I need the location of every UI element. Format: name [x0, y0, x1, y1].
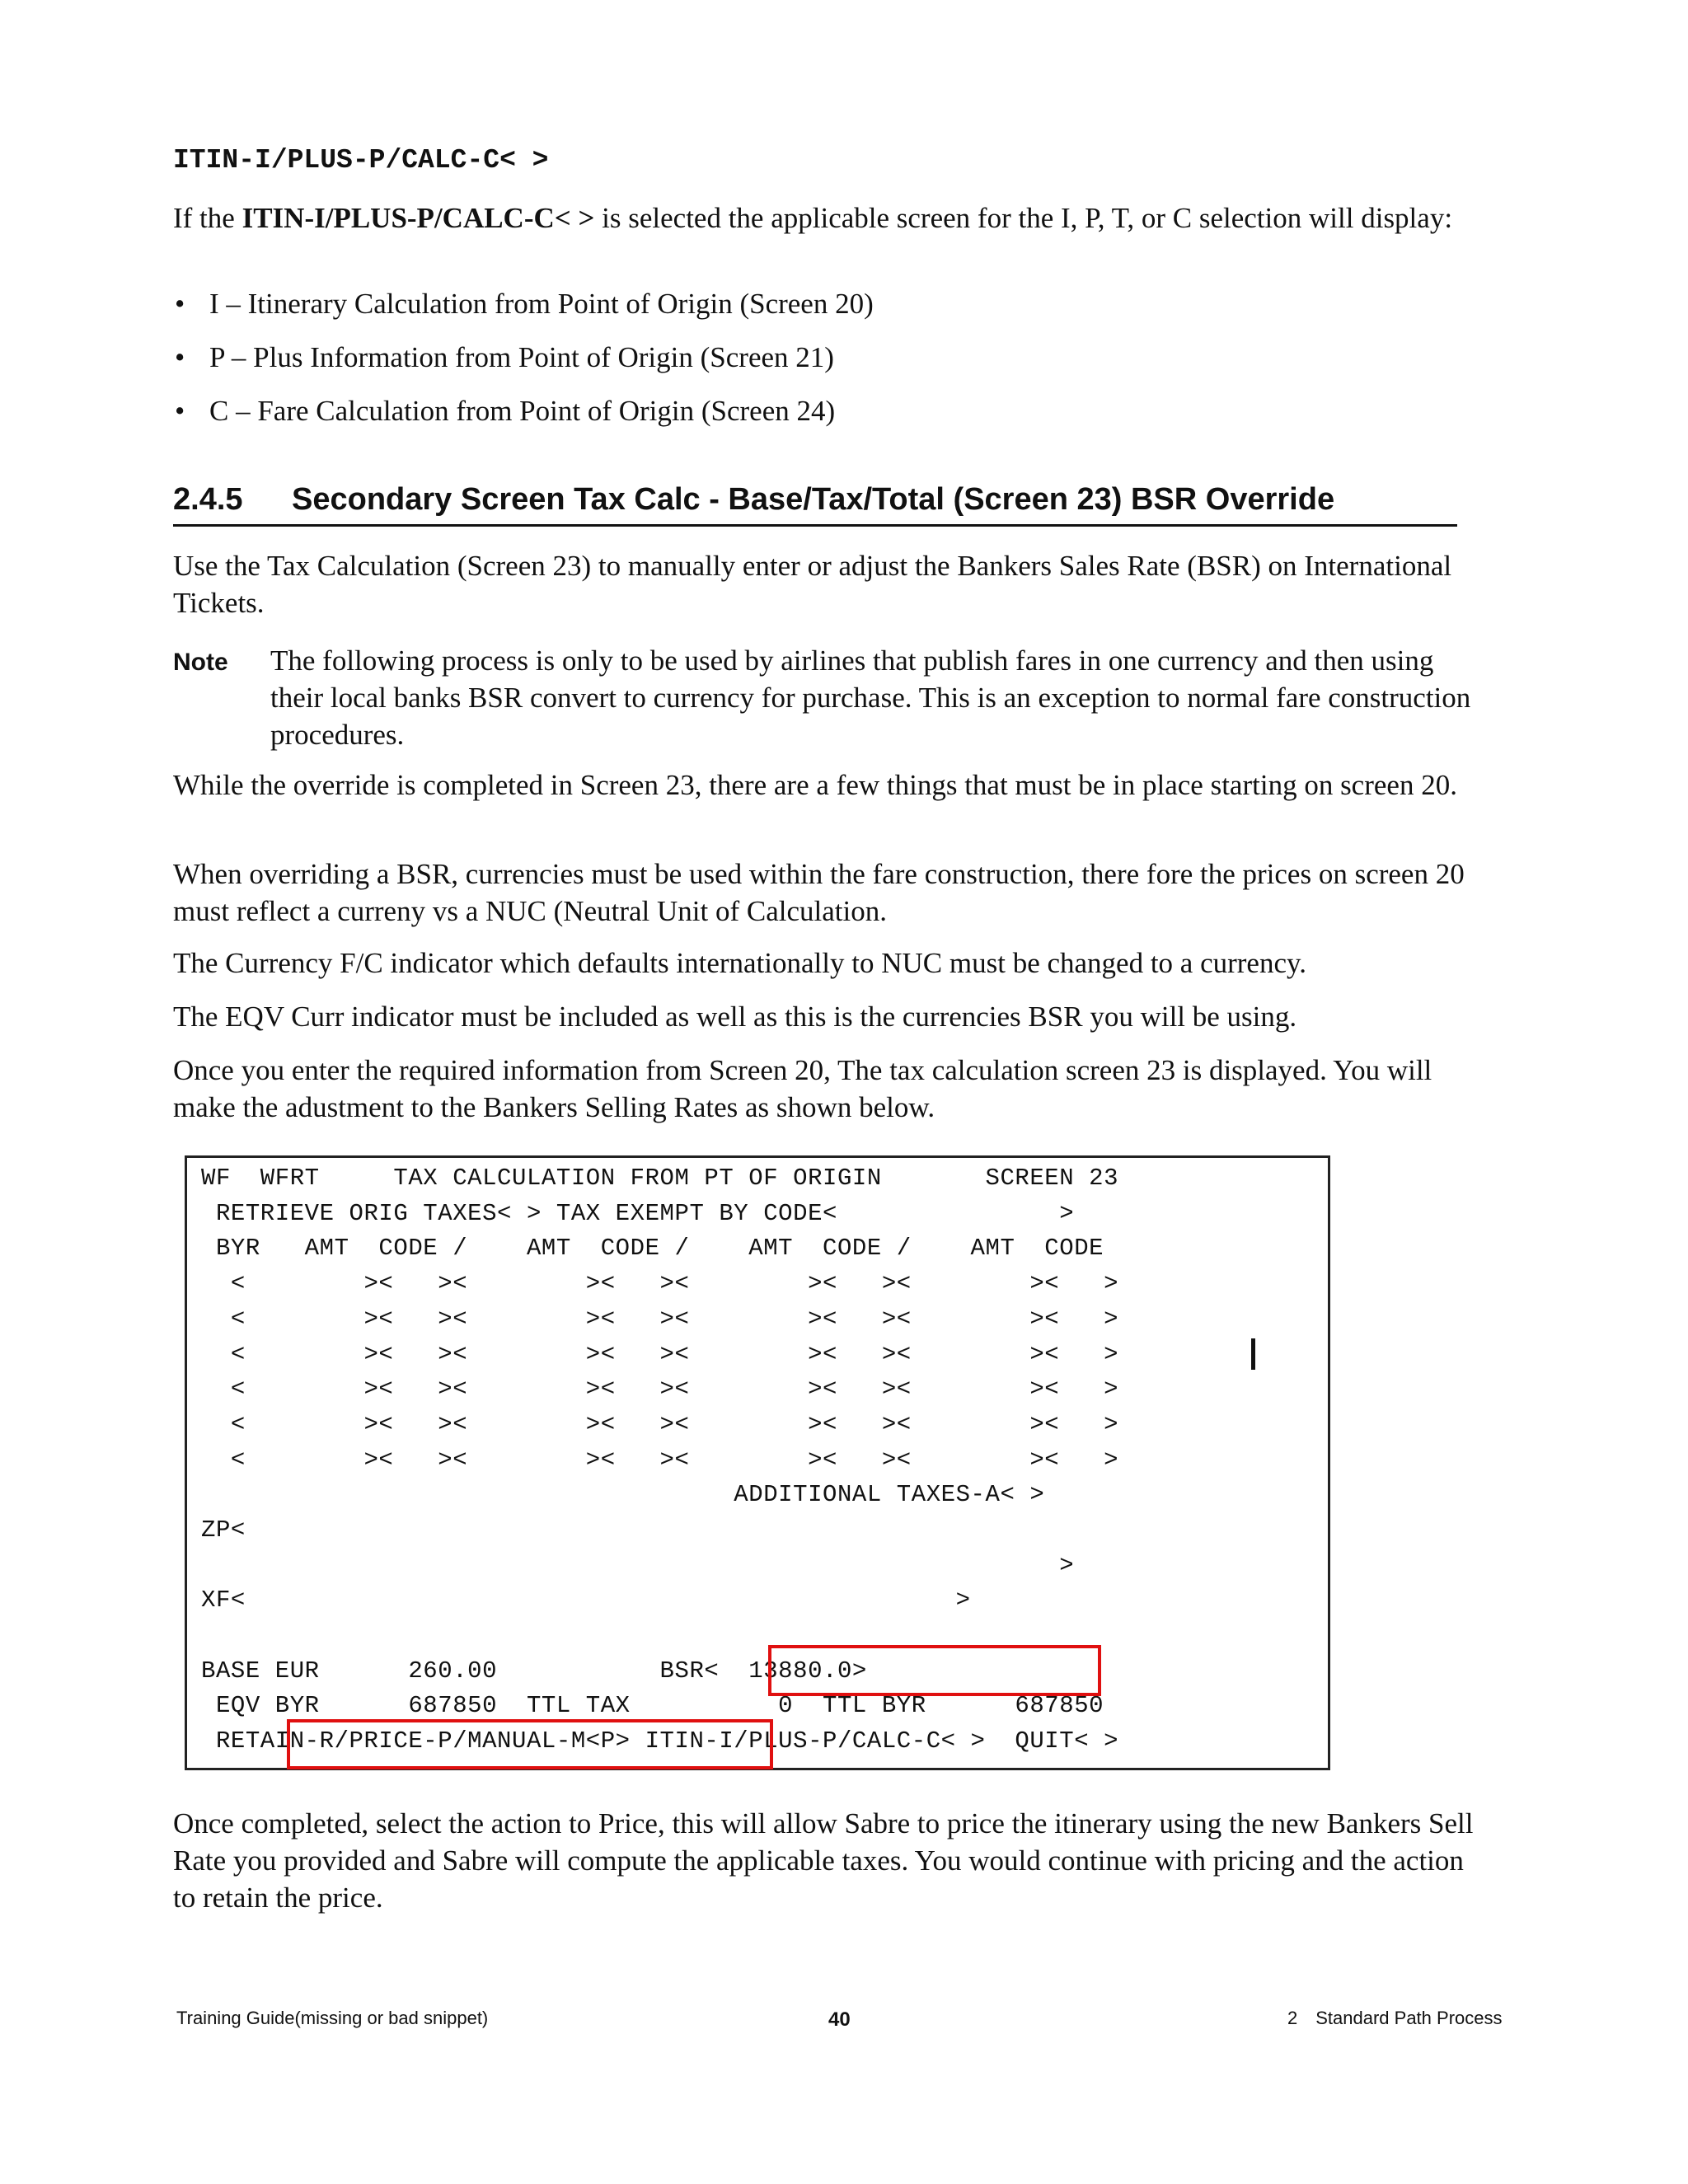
terminal-tax-row[interactable]: < >< >< >< >< >< >< >< >	[201, 1411, 1119, 1438]
note-label: Note	[173, 649, 228, 676]
terminal-tax-row[interactable]: < >< >< >< >< >< >< >< >	[201, 1446, 1119, 1474]
terminal-tax-row[interactable]: < >< >< >< >< >< >< >< >	[201, 1270, 1119, 1297]
footer-chapter-title: Standard Path Process	[1315, 2008, 1503, 2028]
paragraph-eqv: The EQV Curr indicator must be included as well as this is the currencies BSR you will be using.	[173, 1001, 1297, 1033]
terminal-line-base-bsr[interactable]: BASE EUR 260.00 BSR< 13880.0>	[201, 1657, 867, 1685]
terminal-line-header: WF WFRT TAX CALCULATION FROM PT OF ORIGIN SCREEN 23	[201, 1165, 1119, 1192]
terminal-line-columns: BYR AMT CODE / AMT CODE / AMT CODE / AMT CODE	[201, 1235, 1104, 1262]
command-heading: ITIN-I/PLUS-P/CALC-C< >	[173, 145, 549, 176]
paragraph-once-completed: Once completed, select the action to Price, this will allow Sabre to price the itinerary using the new Bankers Sell Rate you provided and Sabre will compute the applicable taxes. You would continue with pricing and the action to retain the price.	[173, 1807, 1474, 1914]
footer-chapter-number: 2	[1287, 2008, 1298, 2028]
list-item-text: P – Plus Information from Point of Origin (Screen 21)	[209, 341, 834, 373]
list-item	[173, 392, 874, 446]
bullet-icon: •	[175, 288, 185, 320]
section-heading	[173, 481, 1457, 527]
footer-guide-title: Training Guide(missing or bad snippet)	[176, 2008, 489, 2028]
terminal-line-zp-end: >	[201, 1552, 1075, 1579]
note-text: The following process is only to be used by airlines that publish fares in one currency and then using their local banks BSR convert to currency for purchase. This is an exception to normal fare construction procedures.	[270, 644, 1471, 751]
bullet-icon: •	[175, 341, 185, 373]
terminal-line-additional-taxes[interactable]: ADDITIONAL TAXES-A< >	[201, 1481, 1045, 1508]
text-cursor-icon	[1251, 1338, 1255, 1370]
terminal-tax-row[interactable]: < >< >< >< >< >< >< >< >	[201, 1305, 1119, 1333]
terminal-line-zp[interactable]: ZP<	[201, 1516, 246, 1544]
list-item-text: C – Fare Calculation from Point of Origin (Screen 24)	[209, 395, 836, 427]
intro-bold-command: ITIN-I/PLUS-P/CALC-C< >	[241, 202, 595, 234]
bullet-icon: •	[175, 395, 185, 427]
terminal-tax-row[interactable]: < >< >< >< >< >< >< >< >	[201, 1376, 1119, 1403]
terminal-tax-row[interactable]: < >< >< >< >< >< >< >< >	[201, 1341, 1119, 1368]
section-number: 2.4.5	[173, 482, 243, 517]
bsr-highlight-box	[768, 1645, 1101, 1696]
page-number: 40	[828, 2008, 851, 2031]
footer-chapter	[1287, 2008, 1503, 2029]
paragraph-use: Use the Tax Calculation (Screen 23) to manually enter or adjust the Bankers Sales Rate (BSR) on International Tickets.	[173, 550, 1452, 619]
paragraph-override: While the override is completed in Screen 23, there are a few things that must be in place starting on screen 20.	[173, 769, 1457, 801]
price-action-highlight-box	[287, 1719, 773, 1769]
screen-option-list	[173, 285, 874, 446]
intro-prefix: If the	[173, 202, 242, 234]
intro-paragraph	[173, 199, 1475, 237]
terminal-line-eqv-totals: EQV BYR 687850 TTL TAX 0 TTL BYR 687850	[201, 1692, 1104, 1719]
list-item-text: I – Itinerary Calculation from Point of Origin (Screen 20)	[209, 288, 874, 320]
list-item	[173, 339, 874, 392]
terminal-line-actions[interactable]: RETAIN-R/PRICE-P/MANUAL-M<P> ITIN-I/PLUS-P/CALC-C< > QUIT< >	[201, 1727, 1119, 1755]
paragraph-once-enter: Once you enter the required information from Screen 20, The tax calculation screen 23 is displayed. You will make the adustment to the Bankers Selling Rates as shown below.	[173, 1054, 1432, 1123]
section-title: Secondary Screen Tax Calc - Base/Tax/Total (Screen 23) BSR Override	[292, 482, 1335, 517]
terminal-line-xf[interactable]: XF< >	[201, 1586, 971, 1614]
list-item	[173, 285, 874, 339]
terminal-line-retrieve[interactable]: RETRIEVE ORIG TAXES< > TAX EXEMPT BY CODE< >	[201, 1200, 1075, 1227]
tax-calculation-screen	[185, 1155, 1330, 1770]
intro-suffix: is selected the applicable screen for the I, P, T, or C selection will display:	[594, 202, 1453, 234]
paragraph-currency-fc: The Currency F/C indicator which defaults internationally to NUC must be changed to a currency.	[173, 947, 1306, 979]
paragraph-overriding: When overriding a BSR, currencies must be used within the fare construction, there fore the prices on screen 20 must reflect a curreny vs a NUC (Neutral Unit of Calculation.	[173, 858, 1465, 927]
